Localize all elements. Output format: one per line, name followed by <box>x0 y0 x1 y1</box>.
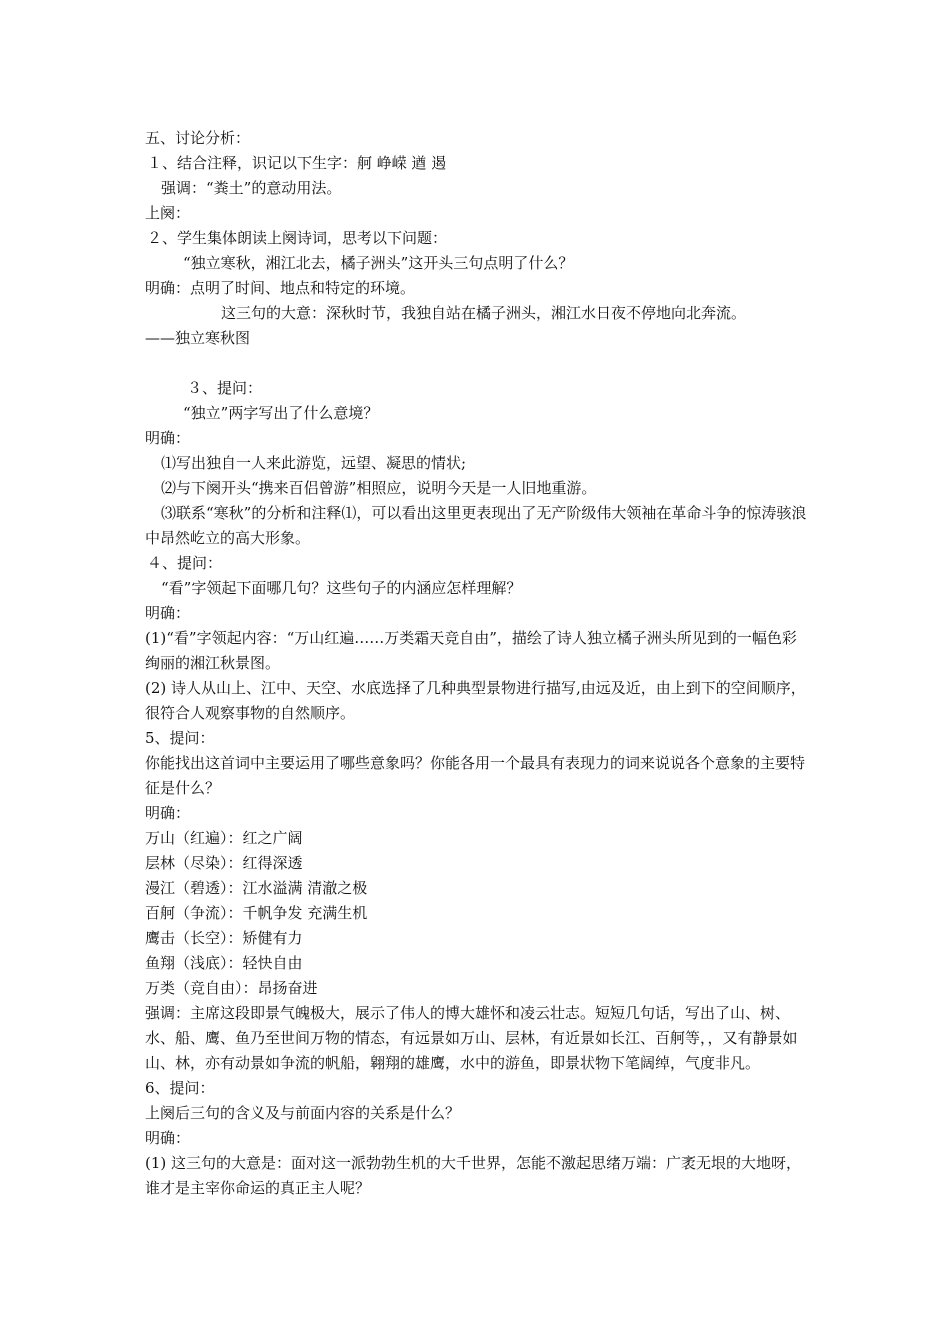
imagery-item: 万类（竞自由）：昂扬奋进 <box>145 979 318 997</box>
imagery-item: 鹰击（长空）：矫健有力 <box>145 929 303 947</box>
text-line: “独立”两字写出了什么意境？ <box>183 404 379 422</box>
text-line: 明确：点明了时间、地点和特定的环境。 <box>145 279 416 297</box>
document-page <box>145 126 810 1201</box>
text-line: ⑴写出独自一人来此游览，远望、凝思的情状; <box>161 454 467 472</box>
text-line: ——独立寒秋图 <box>145 329 251 347</box>
text-line: ３、提问： <box>187 379 263 397</box>
text-line: 明确： <box>145 429 191 447</box>
text-paragraph: 强调：主席这段即景气魄极大，展示了伟人的博大雄怀和凌云壮志。短短几句话，写出了山、树、水、船、鹰、鱼乃至世间万物的情态，有远景如万山、层林，有近景如长江、百舸等，，又有静景如山、林，亦有动景如争流的帆船，翱翔的雄鹰，水中的游鱼，即景状物下笔阔绰，气度非凡。 <box>145 1004 798 1072</box>
text-paragraph: (1)“看”字领起内容：“万山红遍……万类霜天竞自由”，描绘了诗人独立橘子洲头所见到的一幅色彩绚丽的湘江秋景图。 <box>145 629 797 672</box>
text-line: 这三句的大意：深秋时节，我独自站在橘子洲头，湘江水日夜不停地向北奔流。 <box>221 304 747 322</box>
blank-line <box>145 351 810 376</box>
imagery-item: 万山（红遍）：红之广阔 <box>145 829 303 847</box>
text-line: 明确： <box>145 1129 191 1147</box>
imagery-item: 漫江（碧透）：江水溢满 清澈之极 <box>145 879 368 897</box>
text-line: 5、提问： <box>145 729 215 747</box>
text-paragraph: 你能找出这首词中主要运用了哪些意象吗？你能各用一个最具有表现力的词来说说各个意象的主要特征是什么？ <box>145 754 806 797</box>
section-heading: 五、讨论分析： <box>145 129 251 147</box>
text-paragraph: ⑶联系“寒秋”的分析和注释⑴，可以看出这里更表现出了无产阶级伟大领袖在革命斗争的惊涛骇浪中昂然屹立的高大形象。 <box>145 504 807 547</box>
text-line: “独立寒秋，湘江北去，橘子洲头”这开头三句点明了什么？ <box>183 254 574 272</box>
text-line: 上阕： <box>145 204 191 222</box>
text-line: ２、学生集体朗读上阕诗词，思考以下问题： <box>147 229 448 247</box>
text-paragraph: (2) 诗人从山上、江中、天空、水底选择了几种典型景物进行描写,由远及近，由上到下的空间顺序，很符合人观察事物的自然顺序。 <box>145 679 806 722</box>
imagery-item: 百舸（争流）：千帆争发 充满生机 <box>145 904 368 922</box>
text-line: ４、提问： <box>147 554 223 572</box>
text-line: 6、提问： <box>145 1079 215 1097</box>
text-line: １、结合注释，识记以下生字：舸 峥嵘 遒 遏 <box>147 154 447 172</box>
text-line: “看”字领起下面哪几句？这些句子的内涵应怎样理解？ <box>161 579 522 597</box>
text-line: ⑵与下阕开头“携来百侣曾游”相照应，说明今天是一人旧地重游。 <box>161 479 597 497</box>
imagery-item: 鱼翔（浅底）：轻快自由 <box>145 954 303 972</box>
text-line: 明确： <box>145 804 191 822</box>
text-line: 明确： <box>145 604 191 622</box>
text-line: 强调：“粪土”的意动用法。 <box>161 179 342 197</box>
text-paragraph: (1) 这三句的大意是：面对这一派勃勃生机的大千世界，怎能不激起思绪万端：广袤无垠的大地呀，谁才是主宰你命运的真正主人呢？ <box>145 1154 802 1197</box>
imagery-item: 层林（尽染）：红得深透 <box>145 854 303 872</box>
text-line: 上阕后三句的含义及与前面内容的关系是什么？ <box>145 1104 461 1122</box>
